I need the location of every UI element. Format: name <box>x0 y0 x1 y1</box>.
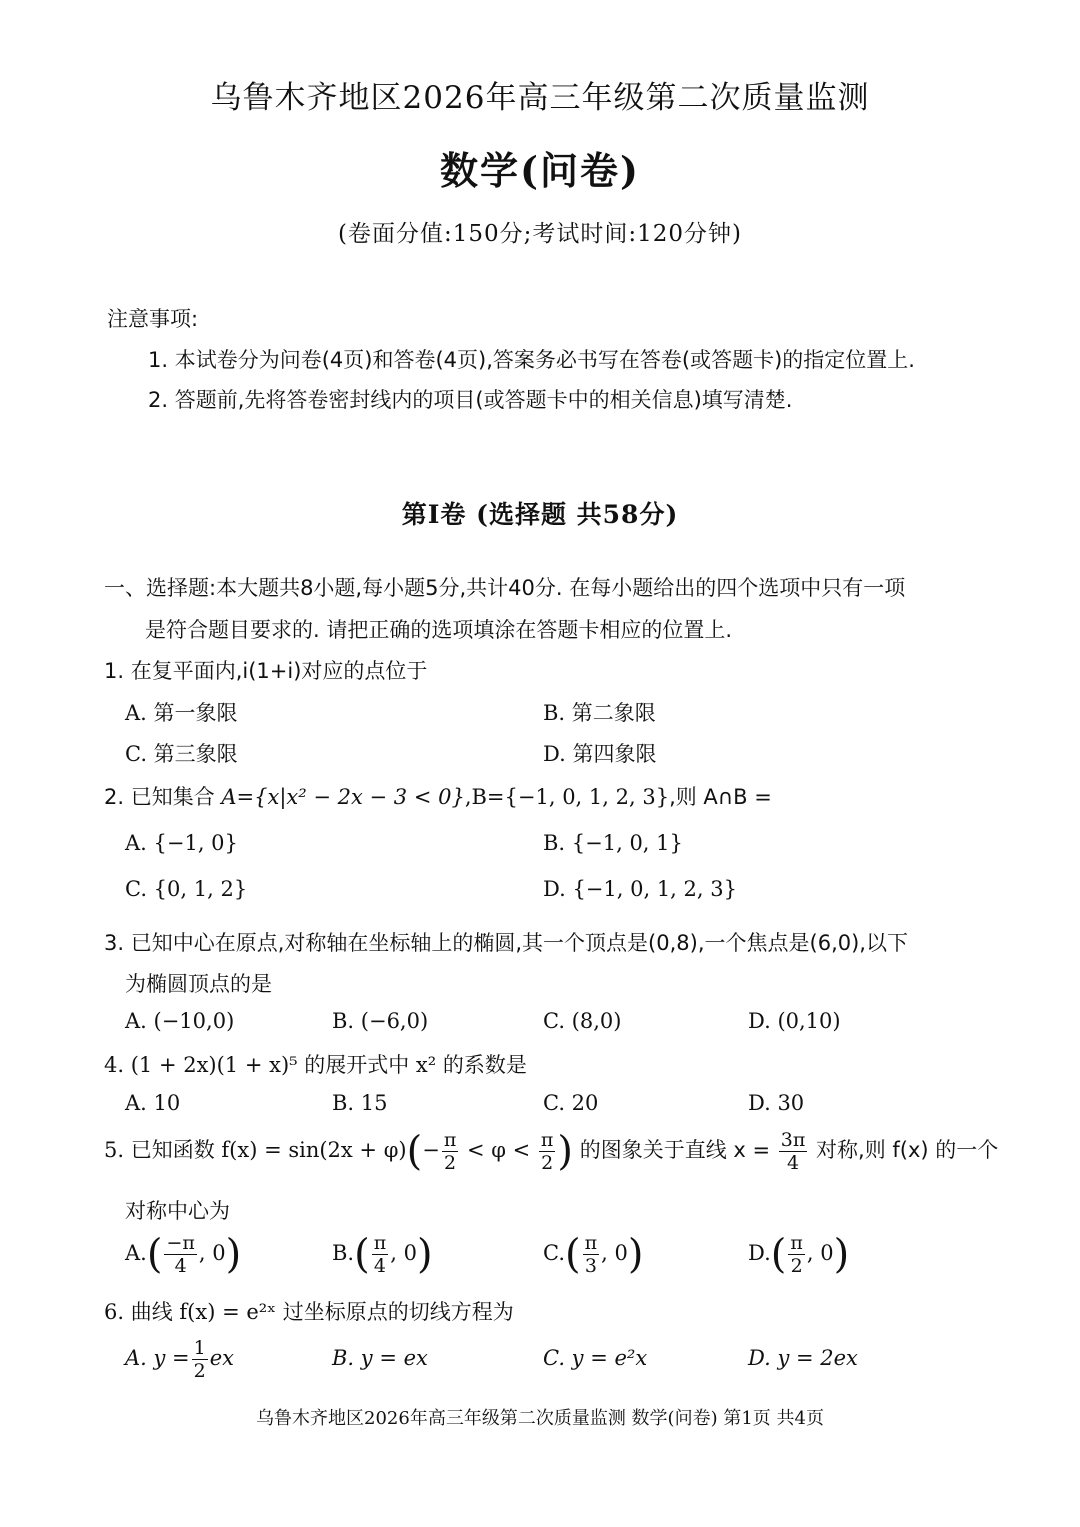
fraction-one-half <box>192 1337 208 1382</box>
paren-close: ) <box>627 1231 644 1278</box>
paren-close: ) <box>225 1231 242 1278</box>
notice-heading: 注意事项: <box>107 307 199 331</box>
question-6-option-a <box>125 1337 234 1382</box>
notice-item-1: 1. 本试卷分为问卷(4页)和答卷(4页),答案务必书写在答卷(或答题卡)的指定位置上. <box>148 348 915 372</box>
denominator: 2 <box>790 1255 803 1277</box>
fraction <box>583 1232 600 1277</box>
denominator: 2 <box>444 1152 457 1174</box>
denominator: 4 <box>373 1255 387 1277</box>
question-3-option-a: A. (−10,0) <box>125 1009 235 1033</box>
zero: , 0 <box>198 1241 226 1265</box>
fraction <box>372 1232 389 1277</box>
zero: , 0 <box>390 1241 417 1265</box>
question-5-prefix: 5. 已知函数 f(x) = sin(2x + φ) <box>104 1138 407 1162</box>
question-6-stem: 6. 曲线 f(x) = e²ˣ 过坐标原点的切线方程为 <box>104 1300 514 1324</box>
question-2-stem <box>104 781 772 811</box>
question-5-option-d <box>748 1232 849 1277</box>
paren-close: ) <box>416 1231 433 1278</box>
question-5-cond-left: − <box>422 1138 440 1162</box>
question-4-option-b: B. 15 <box>332 1091 388 1115</box>
option-label: A. <box>125 1241 147 1265</box>
question-5-option-b <box>332 1232 433 1277</box>
question-4-option-a: A. 10 <box>125 1091 181 1115</box>
fraction <box>788 1232 805 1277</box>
fraction-3pi-over-4 <box>779 1129 808 1174</box>
question-3-stem-line-1: 3. 已知中心在原点,对称轴在坐标轴上的椭圆,其一个顶点是(0,8),一个焦点是(6,0),以下 <box>104 931 908 955</box>
fraction <box>164 1232 196 1277</box>
numerator: 3π <box>780 1129 806 1151</box>
part-instructions-line-2: 是符合题目要求的. 请把正确的选项填涂在答题卡相应的位置上. <box>145 618 733 642</box>
question-2-option-b: B. {−1, 0, 1} <box>543 831 683 855</box>
question-4-stem: 4. (1 + 2x)(1 + x)⁵ 的展开式中 x² 的系数是 <box>104 1053 527 1077</box>
section-title: 第Ⅰ卷 (选择题 共58分) <box>401 500 679 529</box>
denominator: 4 <box>787 1152 800 1174</box>
numerator: π <box>443 1129 457 1151</box>
question-5-stem-line-2: 对称中心为 <box>125 1199 230 1223</box>
subject-title: 数学(问卷) <box>440 148 640 193</box>
question-2-option-c: C. {0, 1, 2} <box>125 877 248 901</box>
question-5-suffix: 对称,则 f(x) 的一个 <box>809 1138 999 1162</box>
question-6-option-b: B. y = ex <box>332 1346 428 1370</box>
option-tail: ex <box>209 1346 235 1370</box>
question-3-option-b: B. (−6,0) <box>332 1009 429 1033</box>
denominator: 2 <box>193 1360 206 1382</box>
option-label: B. <box>332 1241 355 1265</box>
numerator: π <box>540 1129 554 1151</box>
question-2-prefix: 2. 已知集合 <box>104 785 222 809</box>
question-3-option-d: D. (0,10) <box>748 1009 841 1033</box>
option-label: A. y = <box>125 1346 190 1370</box>
paren-open: ( <box>354 1231 370 1278</box>
option-label: D. <box>748 1241 771 1265</box>
question-1-option-b: B. 第二象限 <box>543 701 656 725</box>
question-5-middle: 的图象关于直线 x = <box>573 1138 777 1162</box>
fraction-pi-over-2 <box>442 1129 459 1174</box>
numerator: π <box>584 1232 598 1254</box>
paren-open: ( <box>565 1231 581 1278</box>
paren-open: ( <box>406 1128 423 1175</box>
paren-close: ) <box>833 1231 850 1278</box>
fraction-pi-over-2 <box>539 1129 556 1174</box>
notice-item-2: 2. 答题前,先将答卷密封线内的项目(或答题卡中的相关信息)填写清楚. <box>148 388 793 412</box>
question-2-set-a: A={x|x² − 2x − 3 < 0} <box>221 785 465 809</box>
paren-open: ( <box>146 1231 163 1278</box>
question-6-option-c: C. y = e²x <box>543 1346 648 1370</box>
question-3-option-c: C. (8,0) <box>543 1009 622 1033</box>
question-4-option-c: C. 20 <box>543 1091 599 1115</box>
numerator: −π <box>166 1232 195 1254</box>
paren-close: ) <box>557 1128 574 1175</box>
numerator: π <box>790 1232 803 1254</box>
question-6-option-d: D. y = 2ex <box>748 1346 858 1370</box>
exam-title: 乌鲁木齐地区2026年高三年级第二次质量监测 <box>210 80 870 116</box>
question-1-option-d: D. 第四象限 <box>543 742 657 766</box>
question-5-option-a <box>125 1232 241 1277</box>
question-2-option-a: A. {−1, 0} <box>125 831 238 855</box>
zero: , 0 <box>601 1241 628 1265</box>
part-instructions-line-1: 一、选择题:本大题共8小题,每小题5分,共计40分. 在每小题给出的四个选项中只有一项 <box>104 576 906 600</box>
question-1-option-a: A. 第一象限 <box>125 701 238 725</box>
numerator: π <box>373 1232 387 1254</box>
numerator: 1 <box>193 1337 206 1359</box>
denominator: 2 <box>541 1152 554 1174</box>
question-2-suffix: ,则 A∩B = <box>669 785 772 809</box>
option-label: C. <box>543 1241 565 1265</box>
question-1-stem: 1. 在复平面内,i(1+i)对应的点位于 <box>104 659 428 683</box>
question-2-option-d: D. {−1, 0, 1, 2, 3} <box>543 877 737 901</box>
zero: , 0 <box>806 1241 834 1265</box>
exam-info: (卷面分值:150分;考试时间:120分钟) <box>338 221 742 247</box>
paren-open: ( <box>770 1231 787 1278</box>
question-5-option-c <box>543 1232 643 1277</box>
question-1-option-c: C. 第三象限 <box>125 742 238 766</box>
question-3-stem-line-2: 为椭圆顶点的是 <box>125 972 272 996</box>
question-4-option-d: D. 30 <box>748 1091 805 1115</box>
denominator: 3 <box>584 1255 597 1277</box>
denominator: 4 <box>174 1255 187 1277</box>
page-footer: 乌鲁木齐地区2026年高三年级第二次质量监测 数学(问卷) 第1页 共4页 <box>256 1408 824 1429</box>
question-5-cond-mid: < φ < <box>460 1138 537 1162</box>
question-5-stem <box>104 1129 998 1174</box>
question-2-set-b: ,B={−1, 0, 1, 2, 3} <box>464 785 670 809</box>
